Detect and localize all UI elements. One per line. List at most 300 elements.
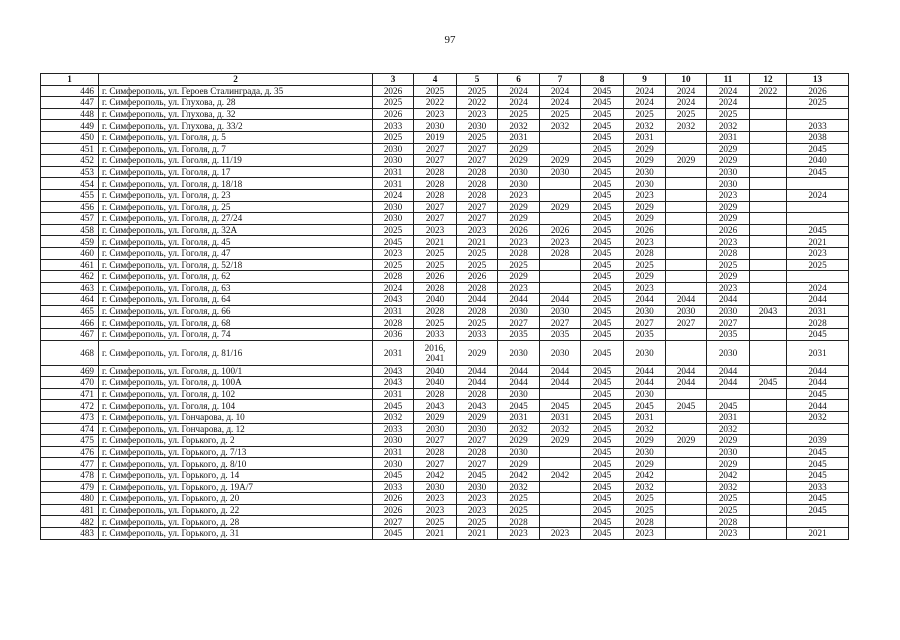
year-cell — [666, 504, 707, 516]
address-cell: г. Симферополь, ул. Гоголя, д. 45 — [99, 236, 373, 248]
year-cell: 2023 — [414, 493, 457, 505]
year-cell: 2031 — [373, 166, 414, 178]
table-row — [41, 189, 849, 201]
year-cell: 2030 — [498, 166, 540, 178]
year-cell: 2024 — [666, 97, 707, 109]
year-cell: 2025 — [666, 108, 707, 120]
year-cell — [666, 423, 707, 435]
year-cell: 2045 — [581, 236, 624, 248]
year-cell — [750, 247, 787, 259]
year-cell: 2025 — [457, 85, 498, 97]
year-cell: 2027 — [414, 143, 457, 155]
table-row — [41, 516, 849, 528]
year-cell: 2026 — [707, 224, 750, 236]
year-cell: 2044 — [666, 294, 707, 306]
row-number-cell: 461 — [41, 259, 99, 271]
year-cell: 2023 — [540, 527, 581, 539]
year-cell: 2028 — [414, 189, 457, 201]
year-cell: 2031 — [707, 131, 750, 143]
year-cell: 2025 — [624, 493, 666, 505]
table-row — [41, 423, 849, 435]
year-cell: 2030 — [624, 388, 666, 400]
address-cell: г. Симферополь, ул. Глухова, д. 28 — [99, 97, 373, 109]
year-cell — [750, 97, 787, 109]
year-cell — [540, 271, 581, 283]
year-cell: 2025 — [707, 504, 750, 516]
year-cell: 2016, 2041 — [414, 340, 457, 365]
year-cell: 2023 — [498, 527, 540, 539]
table-row — [41, 201, 849, 213]
year-cell: 2045 — [581, 458, 624, 470]
year-cell: 2045 — [787, 329, 849, 341]
year-cell — [750, 201, 787, 213]
year-cell: 2045 — [581, 247, 624, 259]
row-number-cell: 453 — [41, 166, 99, 178]
address-cell: г. Симферополь, ул. Гоголя, д. 62 — [99, 271, 373, 283]
year-cell — [750, 516, 787, 528]
year-cell: 2044 — [707, 377, 750, 389]
year-cell — [787, 423, 849, 435]
table-row — [41, 213, 849, 225]
year-cell: 2045 — [581, 388, 624, 400]
page-number: 97 — [444, 34, 456, 46]
year-cell: 2030 — [498, 446, 540, 458]
year-cell: 2029 — [457, 340, 498, 365]
year-cell: 2028 — [414, 388, 457, 400]
year-cell: 2045 — [581, 213, 624, 225]
year-cell: 2045 — [581, 120, 624, 132]
year-cell — [750, 340, 787, 365]
year-cell — [750, 329, 787, 341]
year-cell: 2033 — [373, 423, 414, 435]
year-cell — [666, 527, 707, 539]
table-row — [41, 365, 849, 377]
year-cell: 2045 — [373, 470, 414, 482]
year-cell — [750, 365, 787, 377]
year-cell: 2030 — [373, 201, 414, 213]
year-cell: 2027 — [457, 213, 498, 225]
column-header: 6 — [498, 74, 540, 86]
year-cell — [666, 131, 707, 143]
year-cell: 2031 — [373, 305, 414, 317]
year-cell: 2045 — [581, 377, 624, 389]
year-cell: 2043 — [373, 294, 414, 306]
year-cell: 2045 — [581, 423, 624, 435]
year-cell: 2044 — [457, 365, 498, 377]
year-cell: 2029 — [624, 143, 666, 155]
year-cell: 2028 — [457, 446, 498, 458]
year-cell: 2044 — [498, 294, 540, 306]
year-cell: 2025 — [540, 108, 581, 120]
row-number-cell: 481 — [41, 504, 99, 516]
year-cell: 2031 — [624, 412, 666, 424]
year-cell — [787, 178, 849, 190]
year-cell — [666, 178, 707, 190]
year-cell: 2032 — [666, 120, 707, 132]
year-cell: 2044 — [787, 377, 849, 389]
year-cell: 2032 — [707, 423, 750, 435]
year-cell — [540, 282, 581, 294]
table-row — [41, 247, 849, 259]
year-cell: 2033 — [787, 481, 849, 493]
column-header: 7 — [540, 74, 581, 86]
year-cell: 2031 — [373, 446, 414, 458]
year-cell — [666, 224, 707, 236]
year-cell — [707, 388, 750, 400]
year-cell: 2030 — [414, 481, 457, 493]
year-cell — [750, 155, 787, 167]
column-header: 13 — [787, 74, 849, 86]
year-cell: 2033 — [457, 329, 498, 341]
year-cell — [540, 131, 581, 143]
year-cell: 2045 — [540, 400, 581, 412]
year-cell: 2030 — [498, 388, 540, 400]
row-number-cell: 446 — [41, 85, 99, 97]
year-cell: 2040 — [787, 155, 849, 167]
year-cell: 2031 — [787, 305, 849, 317]
year-cell: 2045 — [787, 446, 849, 458]
column-header: 4 — [414, 74, 457, 86]
year-cell — [750, 259, 787, 271]
year-cell: 2028 — [373, 271, 414, 283]
year-cell — [750, 224, 787, 236]
table-row — [41, 236, 849, 248]
year-cell: 2029 — [624, 201, 666, 213]
year-cell: 2030 — [666, 305, 707, 317]
year-cell: 2032 — [707, 120, 750, 132]
year-cell: 2025 — [457, 516, 498, 528]
year-cell — [666, 458, 707, 470]
year-cell: 2029 — [707, 213, 750, 225]
address-cell: г. Симферополь, ул. Горького, д. 28 — [99, 516, 373, 528]
year-cell: 2040 — [414, 377, 457, 389]
year-cell: 2023 — [498, 282, 540, 294]
year-cell: 2024 — [787, 189, 849, 201]
year-cell: 2025 — [707, 493, 750, 505]
year-cell: 2042 — [540, 470, 581, 482]
year-cell: 2029 — [498, 435, 540, 447]
year-cell: 2029 — [666, 155, 707, 167]
year-cell: 2023 — [498, 236, 540, 248]
year-cell: 2025 — [373, 224, 414, 236]
year-cell: 2025 — [707, 108, 750, 120]
year-cell: 2033 — [373, 120, 414, 132]
year-cell: 2024 — [624, 97, 666, 109]
year-cell: 2045 — [581, 481, 624, 493]
table-row — [41, 340, 849, 365]
year-cell: 2030 — [373, 143, 414, 155]
year-cell: 2045 — [581, 259, 624, 271]
year-cell — [666, 446, 707, 458]
year-cell: 2033 — [787, 120, 849, 132]
address-cell: г. Симферополь, ул. Гоголя, д. 102 — [99, 388, 373, 400]
year-cell: 2042 — [414, 470, 457, 482]
year-cell: 2023 — [707, 282, 750, 294]
year-cell — [787, 201, 849, 213]
year-cell: 2025 — [624, 259, 666, 271]
table-row — [41, 294, 849, 306]
table-row — [41, 108, 849, 120]
year-cell: 2028 — [707, 516, 750, 528]
year-cell: 2042 — [624, 470, 666, 482]
year-cell: 2023 — [457, 108, 498, 120]
address-cell: г. Симферополь, ул. Гоголя, д. 18/18 — [99, 178, 373, 190]
year-cell: 2025 — [414, 516, 457, 528]
year-cell: 2045 — [666, 400, 707, 412]
row-number-cell: 478 — [41, 470, 99, 482]
year-cell — [540, 189, 581, 201]
year-cell: 2028 — [624, 516, 666, 528]
address-cell: г. Симферополь, ул. Горького, д. 31 — [99, 527, 373, 539]
year-cell: 2024 — [498, 85, 540, 97]
year-cell: 2023 — [414, 224, 457, 236]
year-cell: 2023 — [624, 236, 666, 248]
year-cell: 2025 — [373, 259, 414, 271]
year-cell: 2023 — [457, 504, 498, 516]
row-number-cell: 460 — [41, 247, 99, 259]
table-body — [41, 85, 849, 539]
year-cell: 2021 — [787, 527, 849, 539]
year-cell: 2035 — [707, 329, 750, 341]
table-row — [41, 282, 849, 294]
year-cell — [666, 329, 707, 341]
year-cell — [540, 516, 581, 528]
year-cell — [666, 259, 707, 271]
year-cell — [750, 108, 787, 120]
year-cell — [666, 282, 707, 294]
year-cell: 2025 — [498, 493, 540, 505]
year-cell: 2023 — [624, 282, 666, 294]
year-cell: 2026 — [373, 85, 414, 97]
column-header: 8 — [581, 74, 624, 86]
table-row — [41, 435, 849, 447]
year-cell: 2045 — [581, 166, 624, 178]
year-cell — [750, 527, 787, 539]
year-cell: 2029 — [624, 271, 666, 283]
table-row — [41, 329, 849, 341]
year-cell: 2023 — [707, 236, 750, 248]
year-cell: 2030 — [498, 178, 540, 190]
row-number-cell: 475 — [41, 435, 99, 447]
year-cell: 2029 — [498, 271, 540, 283]
year-cell: 2028 — [707, 247, 750, 259]
year-cell: 2029 — [707, 458, 750, 470]
year-cell: 2044 — [787, 365, 849, 377]
year-cell: 2030 — [707, 178, 750, 190]
year-cell: 2025 — [624, 108, 666, 120]
row-number-cell: 473 — [41, 412, 99, 424]
year-cell: 2045 — [581, 97, 624, 109]
year-cell: 2045 — [787, 493, 849, 505]
row-number-cell: 448 — [41, 108, 99, 120]
year-cell: 2045 — [787, 166, 849, 178]
address-cell: г. Симферополь, ул. Глухова, д. 33/2 — [99, 120, 373, 132]
year-cell — [750, 435, 787, 447]
table-row — [41, 400, 849, 412]
address-cell: г. Симферополь, ул. Гоголя, д. 66 — [99, 305, 373, 317]
table-row — [41, 155, 849, 167]
year-cell: 2025 — [457, 259, 498, 271]
year-cell — [666, 247, 707, 259]
address-cell: г. Симферополь, ул. Гоголя, д. 32А — [99, 224, 373, 236]
year-cell: 2032 — [498, 120, 540, 132]
address-cell: г. Симферополь, ул. Горького, д. 22 — [99, 504, 373, 516]
address-cell: г. Симферополь, ул. Горького, д. 8/10 — [99, 458, 373, 470]
year-cell: 2023 — [457, 224, 498, 236]
year-cell: 2027 — [414, 155, 457, 167]
year-cell: 2027 — [498, 317, 540, 329]
year-cell — [666, 213, 707, 225]
year-cell: 2023 — [373, 247, 414, 259]
year-cell: 2033 — [414, 329, 457, 341]
year-cell: 2027 — [457, 201, 498, 213]
year-cell: 2027 — [457, 458, 498, 470]
year-cell: 2030 — [624, 446, 666, 458]
address-cell: г. Симферополь, ул. Гоголя, д. 81/16 — [99, 340, 373, 365]
year-cell: 2030 — [540, 305, 581, 317]
year-cell: 2021 — [787, 236, 849, 248]
row-number-cell: 476 — [41, 446, 99, 458]
row-number-cell: 464 — [41, 294, 99, 306]
year-cell: 2045 — [787, 388, 849, 400]
year-cell: 2045 — [581, 85, 624, 97]
row-number-cell: 458 — [41, 224, 99, 236]
year-cell: 2045 — [498, 400, 540, 412]
year-cell: 2023 — [707, 527, 750, 539]
table-row — [41, 85, 849, 97]
column-header: 9 — [624, 74, 666, 86]
year-cell: 2023 — [624, 189, 666, 201]
year-cell: 2029 — [707, 143, 750, 155]
year-cell — [750, 143, 787, 155]
year-cell — [666, 388, 707, 400]
year-cell: 2045 — [457, 470, 498, 482]
year-cell — [750, 412, 787, 424]
table-row — [41, 224, 849, 236]
address-cell: г. Симферополь, ул. Гоголя, д. 74 — [99, 329, 373, 341]
row-number-cell: 468 — [41, 340, 99, 365]
table-row — [41, 388, 849, 400]
year-cell — [666, 143, 707, 155]
row-number-cell: 455 — [41, 189, 99, 201]
year-cell: 2026 — [540, 224, 581, 236]
row-number-cell: 467 — [41, 329, 99, 341]
year-cell: 2024 — [707, 85, 750, 97]
year-cell — [750, 470, 787, 482]
year-cell — [750, 189, 787, 201]
year-cell: 2044 — [540, 365, 581, 377]
year-cell: 2025 — [787, 97, 849, 109]
year-cell: 2028 — [457, 388, 498, 400]
year-cell — [540, 504, 581, 516]
year-cell: 2029 — [707, 201, 750, 213]
table-row — [41, 97, 849, 109]
year-cell: 2029 — [624, 213, 666, 225]
year-cell: 2027 — [414, 458, 457, 470]
year-cell: 2045 — [787, 470, 849, 482]
year-cell: 2045 — [787, 143, 849, 155]
address-cell: г. Симферополь, ул. Гоголя, д. 5 — [99, 131, 373, 143]
year-cell: 2025 — [373, 131, 414, 143]
year-cell: 2033 — [373, 481, 414, 493]
year-cell: 2040 — [414, 294, 457, 306]
address-cell: г. Симферополь, ул. Гончарова, д. 10 — [99, 412, 373, 424]
year-cell — [750, 236, 787, 248]
year-cell: 2025 — [498, 108, 540, 120]
year-cell: 2023 — [414, 108, 457, 120]
year-cell — [750, 504, 787, 516]
row-number-cell: 480 — [41, 493, 99, 505]
year-cell: 2022 — [457, 97, 498, 109]
year-cell: 2027 — [457, 143, 498, 155]
row-number-cell: 463 — [41, 282, 99, 294]
row-number-cell: 474 — [41, 423, 99, 435]
year-cell: 2044 — [666, 377, 707, 389]
year-cell: 2025 — [414, 317, 457, 329]
year-cell — [750, 178, 787, 190]
year-cell: 2028 — [414, 305, 457, 317]
year-cell: 2025 — [498, 259, 540, 271]
year-cell — [666, 516, 707, 528]
year-cell — [750, 120, 787, 132]
row-number-cell: 454 — [41, 178, 99, 190]
row-number-cell: 447 — [41, 97, 99, 109]
year-cell: 2027 — [414, 435, 457, 447]
year-cell: 2029 — [498, 213, 540, 225]
table-header-row — [41, 74, 849, 86]
column-header: 3 — [373, 74, 414, 86]
year-cell: 2031 — [707, 412, 750, 424]
year-cell: 2044 — [624, 377, 666, 389]
address-cell: г. Симферополь, ул. Гончарова, д. 12 — [99, 423, 373, 435]
table-row — [41, 166, 849, 178]
row-number-cell: 462 — [41, 271, 99, 283]
year-cell: 2045 — [581, 305, 624, 317]
year-cell: 2026 — [373, 504, 414, 516]
year-cell: 2040 — [414, 365, 457, 377]
address-cell: г. Симферополь, ул. Гоголя, д. 104 — [99, 400, 373, 412]
year-cell — [750, 481, 787, 493]
year-cell: 2030 — [540, 340, 581, 365]
address-cell: г. Симферополь, ул. Глухова, д. 32 — [99, 108, 373, 120]
year-cell: 2045 — [581, 143, 624, 155]
year-cell — [540, 259, 581, 271]
year-cell: 2023 — [540, 236, 581, 248]
year-cell — [540, 446, 581, 458]
year-cell — [787, 516, 849, 528]
year-cell: 2045 — [581, 329, 624, 341]
year-cell: 2029 — [498, 155, 540, 167]
row-number-cell: 456 — [41, 201, 99, 213]
year-cell: 2027 — [414, 201, 457, 213]
year-cell: 2044 — [707, 294, 750, 306]
year-cell: 2042 — [707, 470, 750, 482]
table-row — [41, 259, 849, 271]
year-cell: 2025 — [787, 259, 849, 271]
row-number-cell: 452 — [41, 155, 99, 167]
year-cell: 2030 — [624, 305, 666, 317]
year-cell: 2028 — [414, 178, 457, 190]
year-cell: 2028 — [414, 446, 457, 458]
year-cell: 2027 — [457, 435, 498, 447]
address-cell: г. Симферополь, ул. Горького, д. 2 — [99, 435, 373, 447]
year-cell: 2043 — [373, 365, 414, 377]
year-cell: 2029 — [498, 143, 540, 155]
year-cell — [787, 213, 849, 225]
column-header: 10 — [666, 74, 707, 86]
year-cell: 2035 — [498, 329, 540, 341]
year-cell: 2044 — [624, 294, 666, 306]
